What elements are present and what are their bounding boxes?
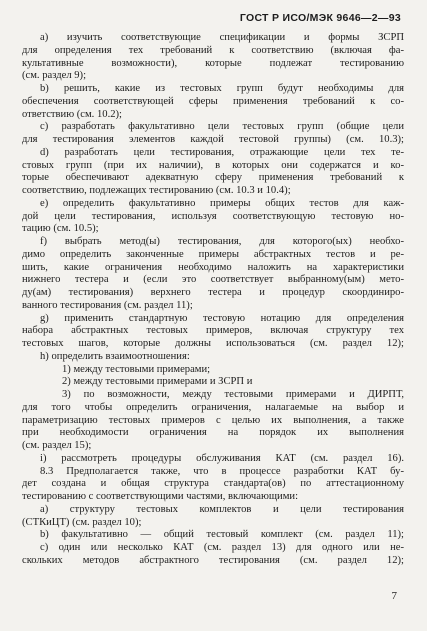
text-line: нижнего тестера и (если это соответствует выбранному(ым) мето- [22,274,404,286]
text-line: (см. раздел 15); [22,440,92,451]
text-line: c) один или несколько КАТ (см. раздел 13) для одного или не- [40,542,404,553]
text-line: культативные возможности), которые подлежат тестированию [22,57,404,69]
text-line: d) разработать цели тестирования, отражающие цели тех те- [40,146,404,158]
text-line: f) выбрать метод(ы) тестирования, для которого(ых) необхо- [40,236,404,247]
text-line: дой цели тестирования, используя соответствующую тестовую но- [22,210,404,222]
text-line: ванного тестирования (см. раздел 11); [22,299,193,311]
page-header: ГОСТ Р ИСО/МЭК 9646—2—93 [239,12,401,24]
text-line: а) изучить соответствующие спецификации и формы ЗСРП [40,32,404,43]
text-line: (СТКиЦТ) (см. раздел 10); [22,516,142,528]
text-line: димо определить законченные примеры абстрактных тестов и ре- [22,248,404,260]
text-line: b) факультативно — общий тестовый комплект (см. раздел 11); [40,529,404,541]
text-line: 3) по возможности, между тестовыми примерами и ДИРПТ, [62,389,404,400]
text-line: скольких методов абстрактного тестирования (см. раздел 12); [22,554,404,566]
body-text [22,32,404,568]
page-number: 7 [391,590,397,602]
text-line: для тестирования элементов каждой тестовой группы) (см. 10.3); [22,134,404,145]
text-line: тестовых шагов, которые должны использоваться (см. раздел 12); [22,338,404,349]
text-line: e) определить факультативно примеры общих тестов для каж- [40,197,404,209]
text-line: для определения тех требований к соответствию (включая фа- [22,44,404,56]
text-line: стовых групп (при их наличии), в которых они содержатся и ко- [22,159,404,171]
text-line: обеспечения соответствующей сферы применения требований к со- [22,95,404,107]
text-line: 2) между тестовыми примерами и ЗСРП и [62,376,253,388]
text-line: i) рассмотреть процедуры обслуживания КАТ (см. раздел 16). [40,452,404,464]
text-line: (см. раздел 9); [22,70,87,82]
text-line: дет создана и общая структура стандарта(ов) по аттестационному [22,478,404,490]
text-line: ответствию (см. 10.2); [22,108,122,120]
text-line: b) решить, какие из тестовых групп будут необходимы для [40,83,404,94]
text-line: 1) между тестовыми примерами; [62,363,211,375]
text-line: параметризацию тестовых примеров с целью их выполнения, а также [22,414,404,426]
text-line: набора абстрактных тестовых примеров, включая структуру тех [22,325,404,337]
text-line: ду(ам) тестирования) верхнего тестера и процедур скоординиро- [22,287,404,298]
text-line: h) определить взаимоотношения: [40,350,190,362]
text-line: шить, какие ограничения необходимо наложить на характеристики [22,261,404,273]
text-line: g) применить стандартную тестовую нотацию для определения [40,312,404,324]
text-line: для того чтобы определить ограничения, налагаемые на выбор и [22,401,404,413]
text-line: торые обеспечивают адекватную сферу применения требований к [22,172,404,184]
text-line: c) разработать факультативно цели тестовых групп (общие цели [40,121,404,133]
text-line: тестированию с соответствующими частями, включающими: [22,491,299,502]
text-line: соответствию, подлежащих тестированию (см. 10.3 и 10.4); [22,185,291,196]
text-line: тацию (см. 10.5); [22,223,99,235]
text-line: a) структуру тестовых комплектов и цели тестирования [40,503,404,515]
text-line: при необходимости ограничения на порядок их выполнения [22,427,404,439]
text-line: 8.3 Предполагается также, что в процессе разработки КАТ бу- [40,465,404,477]
